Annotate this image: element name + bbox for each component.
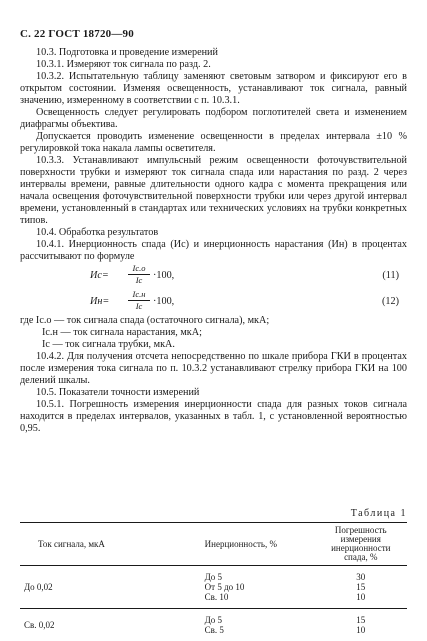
column-header-current: Ток сигнала, мкА: [20, 523, 113, 566]
formula-lhs: Ин=: [90, 296, 109, 308]
section-10-5-title: 10.5. Показатели точности измерений: [20, 387, 407, 399]
paragraph-illumination: Освещенность следует регулировать подбором поглотителей света и изменением диафрагмы объектива.: [20, 107, 407, 131]
column-header-error: Погрешность измерения инерционности спада, %: [315, 523, 407, 566]
legend-line: Iс.н — ток сигнала нарастания, мкА;: [20, 327, 407, 339]
paragraph-10-4-1: 10.4.1. Инерционность спада (Иc) и инерционность нарастания (Ин) в процентах рассчитывают по формуле: [20, 239, 407, 263]
table-cell-inertia: [113, 609, 315, 641]
table-row: [20, 566, 407, 609]
formula-legend: [20, 315, 407, 351]
paragraph-10-4-2: 10.4.2. Для получения отсчета непосредственно по шкале прибора ГКИ в процентах после измерения тока сигнала по п. 10.3.2 устанавливают стрелку прибора ГКИ на 100 делений шкалы.: [20, 351, 407, 387]
inertia-value: До 5: [205, 572, 311, 582]
paragraph-10-3-3: 10.3.3. Устанавливают импульсный режим освещенности фоточувствительной поверхности трубки и измеряют ток сигнала спада или нарастания по разд. 2 через интервалы времени, равные длительности одного кадра с момента прекращения или начала освещения фоточувствительной поверхности трубки или через другой интервал времени, установленный в стандартах или технических условиях на трубки конкретных типов.: [20, 155, 407, 227]
inertia-value: Св. 10: [205, 592, 311, 602]
table-cell-error: [315, 566, 407, 609]
table-1: [20, 522, 407, 641]
formula-rhs: ·100,: [153, 270, 174, 282]
inertia-value: Св. 5: [205, 625, 311, 635]
table-cell-current: Св. 0,02: [20, 609, 113, 641]
column-header-inertia: Инерционность, %: [113, 523, 315, 566]
error-value: 10: [319, 592, 403, 602]
formula-number: (12): [382, 296, 399, 308]
formula-denominator: Iс: [128, 301, 150, 312]
table-cell-current: До 0,02: [20, 566, 113, 609]
error-value: 15: [319, 582, 403, 592]
formula-12: [20, 289, 407, 315]
error-value: 15: [319, 615, 403, 625]
inertia-value: От 5 до 10: [205, 582, 311, 592]
paragraph-10-3-1: 10.3.1. Измеряют ток сигнала по разд. 2.: [20, 59, 407, 71]
table-row: [20, 609, 407, 641]
paragraph-10-3-2: 10.3.2. Испытательную таблицу заменяют световым затвором и фиксируют его в открытом состоянии. Изменяя освещенность, устанавливают ток сигнала, равный значению, измеренному в соответствии с п. 10.3.1.: [20, 71, 407, 107]
table-cell-inertia: [113, 566, 315, 609]
formula-lhs: Иc=: [90, 270, 109, 282]
table-cell-error: [315, 609, 407, 641]
formula-number: (11): [382, 270, 399, 282]
formula-11: [20, 263, 407, 289]
formula-fraction: [128, 263, 150, 286]
document-body: [20, 47, 407, 435]
section-10-4-title: 10.4. Обработка результатов: [20, 227, 407, 239]
page-header: С. 22 ГОСТ 18720—90: [20, 28, 134, 40]
paragraph-allowance: Допускается проводить изменение освещенности в пределах интервала ±10 % регулировкой тока накала лампы осветителя.: [20, 131, 407, 155]
error-value: 10: [319, 625, 403, 635]
formula-numerator: Iс.н: [128, 289, 150, 301]
legend-line: Iс — ток сигнала трубки, мкА.: [20, 339, 407, 351]
formula-denominator: Iс: [128, 275, 150, 286]
legend-line: где Iс.о — ток сигнала спада (остаточного сигнала), мкА;: [20, 315, 407, 327]
inertia-value: До 5: [205, 615, 311, 625]
formula-rhs: ·100,: [153, 296, 174, 308]
formula-numerator: Iс.о: [128, 263, 150, 275]
error-value: 30: [319, 572, 403, 582]
formula-fraction: [128, 289, 150, 312]
table-caption: Таблица 1: [351, 508, 407, 519]
section-10-3-title: 10.3. Подготовка и проведение измерений: [20, 47, 407, 59]
paragraph-10-5-1: 10.5.1. Погрешность измерения инерционности спада для разных токов сигнала находится в пределах интервалов, указанных в табл. 1, с установленной вероятностью 0,95.: [20, 399, 407, 435]
